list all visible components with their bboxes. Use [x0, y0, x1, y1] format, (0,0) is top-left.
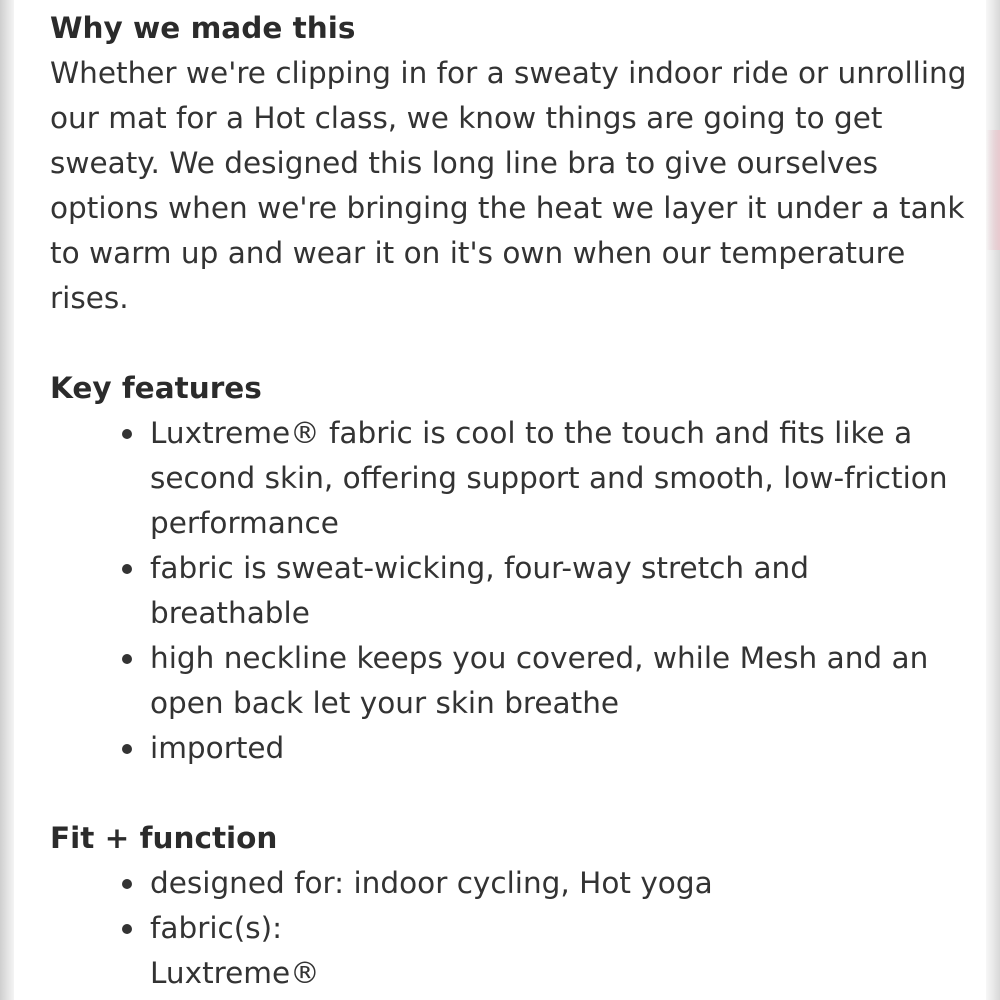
why-paragraph: Whether we're clipping in for a sweaty indoor ride or unrolling our mat for a Hot class, we know things are going to get sweaty. We designed this long line bra to give ourselves options when we're bringing the heat we layer it under a tank to warm up and wear it on it's own when our temperature rises. [50, 56, 967, 315]
bullet-icon [122, 924, 132, 934]
right-edge-shadow [986, 0, 1000, 1000]
list-item-text: designed for: indoor cycling, Hot yoga [150, 866, 713, 900]
section-heading-why: Why we made this [50, 11, 356, 45]
list-item-text: imported [150, 731, 285, 765]
list-item-text: high neckline keeps you covered, while Mesh and an open back let your skin breathe [150, 641, 929, 720]
list-item-text: fabric is sweat-wicking, four-way stretch and breathable [150, 551, 809, 630]
bullet-icon [122, 654, 132, 664]
fabric-value: Luxtreme® [150, 956, 320, 990]
list-item [150, 726, 970, 771]
section-key-features [50, 366, 970, 771]
section-spacer [50, 771, 970, 816]
bullet-icon [122, 744, 132, 754]
list-item [150, 906, 970, 996]
right-edge-tint [986, 130, 1000, 250]
list-item-text: Luxtreme® fabric is cool to the touch and fits like a second skin, offering support and smooth, low-friction performance [150, 416, 948, 540]
bullet-icon [122, 564, 132, 574]
key-features-list [50, 411, 970, 771]
fit-function-list [50, 861, 970, 996]
section-heading-key-features: Key features [50, 371, 262, 405]
list-item [150, 861, 970, 906]
left-edge-shadow [0, 0, 14, 1000]
section-heading-fit-function: Fit + function [50, 821, 278, 855]
bullet-icon [122, 429, 132, 439]
list-item-text: fabric(s): [150, 911, 283, 945]
section-fit-function [50, 816, 970, 996]
bullet-icon [122, 879, 132, 889]
list-item [150, 636, 970, 726]
section-spacer [50, 321, 970, 366]
product-description [50, 6, 970, 996]
section-why-we-made-this [50, 6, 970, 321]
list-item [150, 546, 970, 636]
list-item [150, 411, 970, 546]
